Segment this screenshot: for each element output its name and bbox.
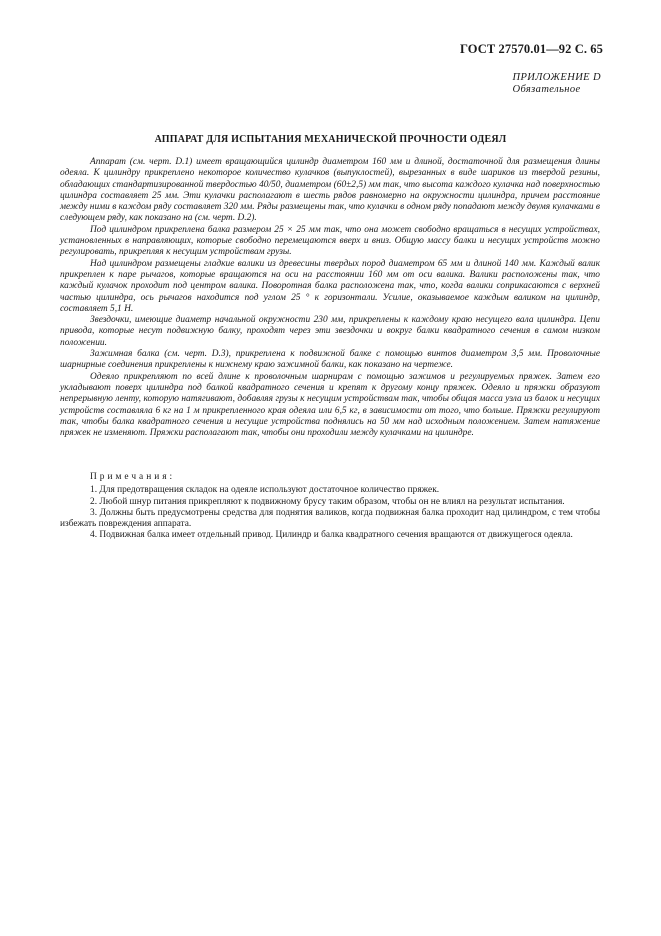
section-title: АППАРАТ ДЛЯ ИСПЫТАНИЯ МЕХАНИЧЕСКОЙ ПРОЧНОСТИ ОДЕЯЛ [154,134,507,145]
paragraph: Аппарат (см. черт. D.1) имеет вращающийся цилиндр диаметром 160 мм и длиной, достаточной для размещения длины одеяла. К цилиндру прикреплено некоторое количество кулачков (выпуклостей), вырезанных в виде шариков из твердой резины, обладающих стандартизированной твердостью 40/50, диаметром (60±2,5) мм так, что высота каждого кулачка над поверхностью цилиндра составляет 25 мм. Эти кулачки располагают в шесть рядов равномерно на окружности цилиндра, причем расстояние между ними в каждом ряду составляет 320 мм. Ряды размещены так, что кулачки в одном ряду попадают между двумя кулачками в следующем ряду, как показано на (см. черт. D.2). [60,157,600,224]
standard-header: ГОСТ 27570.01—92 С. 65 [460,42,603,56]
note-item: 3. Должны быть предусмотрены средства для поднятия валиков, когда подвижная балка проходит над цилиндром, с тем чтобы избежать повреждения аппарата. [60,507,600,530]
paragraph: Под цилиндром прикреплена балка размером 25 × 25 мм так, что она может свободно вращаться в несущих устройствах, установленных в направляющих, которые свободно перемещаются вверх и вниз. Общую массу балки и несущих устройств можно регулировать, прикрепляя к несущим устройствам грузы. [60,224,600,258]
paragraph: Зажимная балка (см. черт. D.3), прикреплена к подвижной балке с помощью винтов диаметром 3,5 мм. Проволочные шарнирные соединения прикреплены к нижнему краю зажимной балки, как показано на чертеже. [60,349,600,371]
notes-heading: Примечания: [90,472,176,482]
notes-block [60,472,600,542]
paragraph: Над цилиндром размещены гладкие валики из древесины твердых пород диаметром 65 мм и длиной 140 мм. Каждый валик прикреплен к паре рычагов, которые вращаются на оси на расстоянии 160 мм от оси валика. Валики расположены так, что каждый кулачок проходит под центром валика. Поворотная балка расположена так, что, когда валики соприкасаются с верхней частью цилиндра, ось рычагов находится под углом 25 ° к горизонтали. Усилие, оказываемое каждым валиком на цилиндр, составляет 5,1 Н. [60,258,600,314]
appendix-label: ПРИЛОЖЕНИЕ D [512,72,601,83]
note-item: 4. Подвижная балка имеет отдельный привод. Цилиндр и балка квадратного сечения вращаются от движущегося одеяла. [90,530,573,541]
note-item: 2. Любой шнур питания прикрепляют к подвижному брусу таким образом, чтобы он не влиял на результат испытания. [90,496,565,507]
body-text [60,157,600,439]
paragraph: Звездочки, имеющие диаметр начальной окружности 230 мм, прикреплены к каждому краю несущего вала цилиндра. Цепи привода, которые несут подвижную балку, проходят через эти звездочки и вокруг балки квадратного сечения в самом низком положении. [60,315,600,348]
paragraph: Одеяло прикрепляют по всей длине к проволочным шарнирам с помощью зажимов и регулируемых пряжек. Затем его укладывают поверх цилиндра под балкой квадратного сечения и крепят к другому концу пряжек. Одеяло и пряжки образуют непрерывную ленту, которую натягивают, добавляя грузы к несущим устройствам так, чтобы общая масса узла из балок и несущих устройств составляла 6 кг на 1 м прикрепленного края одеяла или 6,5 кг, в зависимости от того, что больше. Пряжки регулируют так, чтобы балка квадратного сечения и несущие устройства поднялись на 50 мм над исходным положением. Затем натяжение пряжек не изменяют. Пряжки располагают так, чтобы они проходили между кулачками на цилиндре. [60,371,600,439]
appendix-block [513,72,602,96]
appendix-status: Обязательное [512,84,581,95]
note-item: 1. Для предотвращения складок на одеяле используют достаточное количество пряжек. [90,485,440,496]
